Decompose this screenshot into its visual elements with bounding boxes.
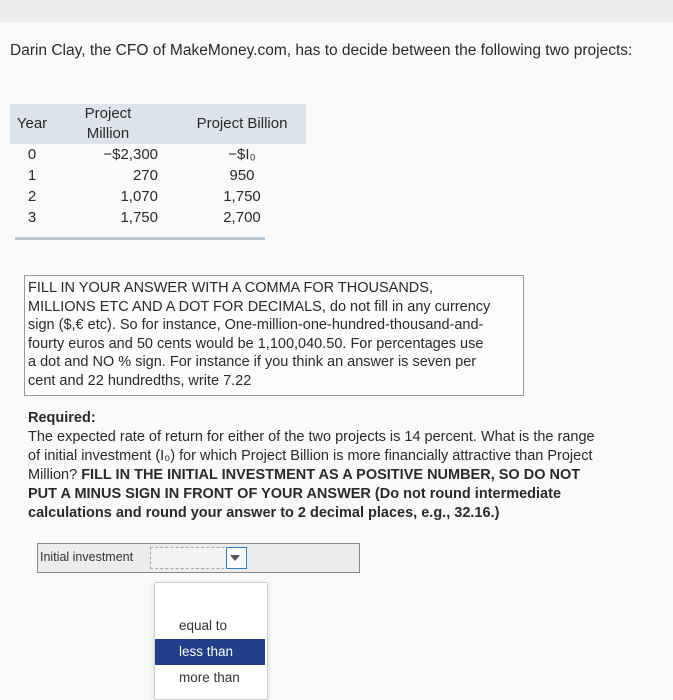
dropdown-option-less-than[interactable]: less than [155, 639, 265, 665]
instructions-line: FILL IN YOUR ANSWER WITH A COMMA FOR THOUSANDS, [28, 280, 433, 296]
required-line-3-plain: Million? [28, 467, 82, 483]
header-year: Year [10, 104, 54, 144]
table-row [10, 144, 306, 165]
table-bottom-rule [15, 237, 265, 240]
cell-billion: 2,700 [223, 209, 261, 226]
initial-investment-label: Initial investment [40, 550, 134, 564]
table-row [10, 186, 306, 207]
table-header-row [10, 104, 306, 144]
header-million-line1: Project [84, 105, 132, 122]
required-bold-line: calculations and round your answer to 2 decimal places, e.g., 32.16.) [28, 505, 500, 521]
required-line-3-bold: FILL IN THE INITIAL INVESTMENT AS A POSITIVE NUMBER, SO DO NOT [81, 467, 581, 483]
cell-billion: −$I₀ [228, 146, 256, 163]
answer-row [37, 543, 360, 573]
table-row [10, 165, 306, 186]
table-row [10, 207, 306, 228]
cell-year: 2 [27, 188, 37, 205]
instructions-line: sign ($,€ etc). So for instance, One-million-one-hundred-thousand-and- [28, 317, 484, 334]
instructions-box [24, 275, 524, 396]
header-million-line2: Million [86, 125, 130, 142]
instructions-line: a dot and NO % sign. For instance if you think an answer is seven per [28, 354, 477, 371]
cell-million: 1,070 [120, 188, 158, 205]
required-section [28, 409, 644, 523]
instructions-line: MILLIONS ETC AND A DOT FOR DECIMALS, do not fill in any currency [28, 298, 491, 315]
required-heading: Required: [28, 410, 96, 426]
comparison-select[interactable] [226, 547, 247, 569]
cell-million: −$2,300 [103, 146, 158, 163]
top-strip [0, 0, 673, 22]
required-bold-line: PUT A MINUS SIGN IN FRONT OF YOUR ANSWER (Do not round intermediate [28, 486, 562, 502]
cell-million: 270 [132, 167, 158, 184]
required-line: The expected rate of return for either of the two projects is 14 percent. What is the range [28, 429, 595, 445]
dropdown-option-more-than[interactable]: more than [179, 670, 240, 685]
instructions-line: cent and 22 hundredths, write 7.22 [28, 372, 252, 389]
chevron-down-icon [230, 555, 240, 561]
projects-table [10, 104, 306, 228]
header-project-billion: Project Billion [178, 104, 306, 144]
dropdown-option-equal-to[interactable]: equal to [179, 618, 228, 633]
cell-billion: 1,750 [223, 188, 261, 205]
required-line: of initial investment (I₀) for which Project Billion is more financially attractive than Project [28, 448, 593, 464]
cell-billion: 950 [229, 167, 255, 184]
cell-million: 1,750 [120, 209, 158, 226]
comparison-dropdown-menu [154, 582, 268, 700]
instructions-line: fourty euros and 50 cents would be 1,100,040.50. For percentages use [28, 335, 484, 352]
intro-text: Darin Clay, the CFO of MakeMoney.com, has to decide between the following two projects: [10, 42, 633, 59]
required-line-3 [28, 466, 644, 485]
cell-year: 1 [27, 167, 37, 184]
cell-year: 3 [27, 209, 37, 226]
header-project-million [54, 104, 178, 144]
cell-year: 0 [27, 146, 37, 163]
